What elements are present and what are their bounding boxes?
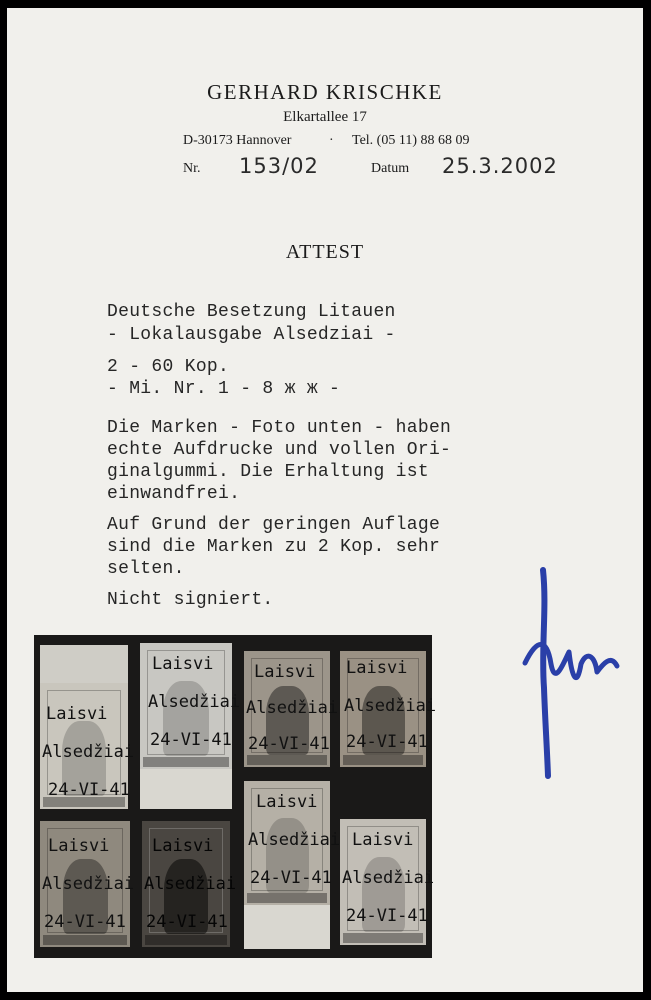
overprint-line: 24-VI-41 xyxy=(146,912,228,932)
overprint-line: Laisvi xyxy=(152,836,214,856)
body-line: Auf Grund der geringen Auflage xyxy=(107,515,441,535)
overprint-line: 24-VI-41 xyxy=(250,868,332,888)
stamp xyxy=(40,821,135,947)
overprint-line: Alsedžiai xyxy=(42,874,135,894)
body-line: Nicht signiert. xyxy=(107,590,274,610)
overprint-line: Alsedžiai xyxy=(344,696,437,716)
overprint-line: Alsedžiai xyxy=(144,874,237,894)
stamp xyxy=(244,651,339,767)
overprint-line: Laisvi xyxy=(152,654,214,674)
body-line: - Lokalausgabe Alsedziai - xyxy=(107,325,396,345)
expert-street: Elkartallee 17 xyxy=(283,109,367,125)
overprint-line: Alsedžiai xyxy=(148,692,241,712)
overprint-line: 24-VI-41 xyxy=(346,906,428,926)
stamp xyxy=(244,781,341,905)
overprint-line: 24-VI-41 xyxy=(346,732,428,752)
overprint-line: Alsedžiai xyxy=(42,742,135,762)
certificate-sheet xyxy=(7,8,643,992)
body-line: einwandfrei. xyxy=(107,484,241,504)
overprint-line: 24-VI-41 xyxy=(248,734,330,754)
datum-value: 25.3.2002 xyxy=(442,154,558,178)
overprint-line: Laisvi xyxy=(352,830,414,850)
sheet-margin xyxy=(40,645,128,685)
expert-name: GERHARD KRISCHKE xyxy=(207,80,443,104)
body-line: echte Aufdrucke und vollen Ori- xyxy=(107,440,452,460)
expert-phone: Tel. (05 11) 88 68 09 xyxy=(352,133,470,148)
sheet-margin xyxy=(140,769,232,809)
overprint-line: Laisvi xyxy=(254,662,316,682)
body-line: sind die Marken zu 2 Kop. sehr xyxy=(107,537,441,557)
overprint-line: Laisvi xyxy=(346,658,408,678)
overprint-line: Alsedžiai xyxy=(342,868,435,888)
signature xyxy=(517,568,627,778)
overprint-line: Laisvi xyxy=(48,836,110,856)
overprint-line: Laisvi xyxy=(46,704,108,724)
nr-label: Nr. xyxy=(183,161,201,176)
overprint-line: 24-VI-41 xyxy=(44,912,126,932)
overprint-line: Laisvi xyxy=(256,792,318,812)
sheet-margin xyxy=(244,905,330,949)
expert-city: D-30173 Hannover xyxy=(183,133,292,148)
stamp xyxy=(340,651,437,767)
datum-label: Datum xyxy=(371,161,410,176)
overprint-line: 24-VI-41 xyxy=(48,780,130,800)
body-line: Die Marken - Foto unten - haben xyxy=(107,418,452,438)
body-line: 2 - 60 Kop. xyxy=(107,357,230,377)
body-line: selten. xyxy=(107,559,185,579)
nr-value: 153/02 xyxy=(239,154,319,178)
certificate-title: ATTEST xyxy=(285,241,365,263)
separator-dot: · xyxy=(329,133,334,148)
stamp xyxy=(40,683,135,809)
stamp xyxy=(142,821,237,947)
stamp xyxy=(140,643,241,769)
stamps-photo xyxy=(34,635,437,958)
overprint-line: Alsedžiai xyxy=(246,698,339,718)
body-line: ginalgummi. Die Erhaltung ist xyxy=(107,462,429,482)
body-line: Deutsche Besetzung Litauen xyxy=(107,302,396,322)
body-line: - Mi. Nr. 1 - 8 ж ж - xyxy=(107,379,341,399)
stamp xyxy=(340,819,435,945)
overprint-line: Alsedžiai xyxy=(248,830,341,850)
overprint-line: 24-VI-41 xyxy=(150,730,232,750)
